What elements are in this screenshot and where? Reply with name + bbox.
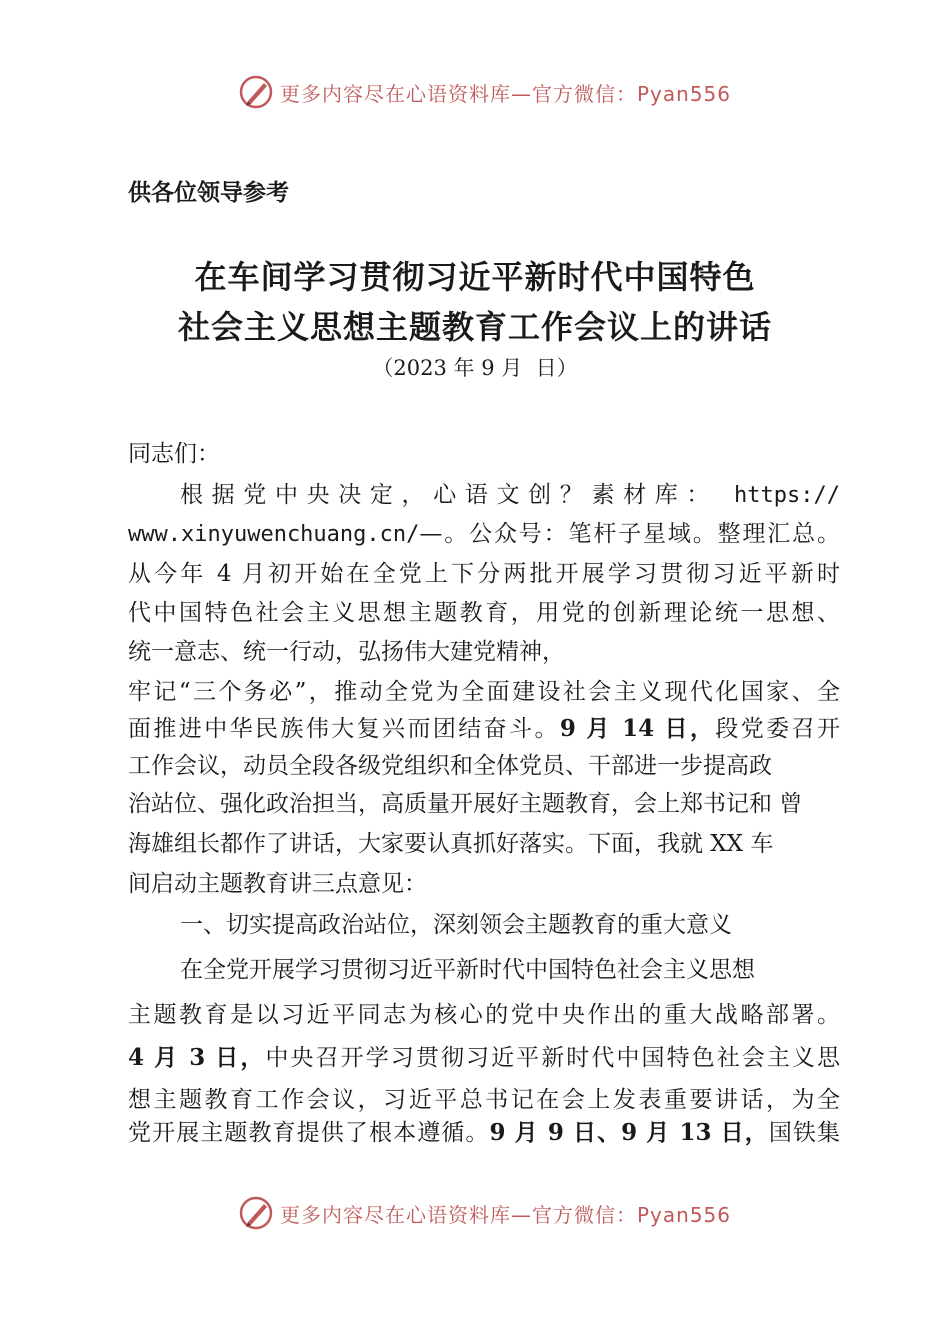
- url-link[interactable]: www.xinyuwenchuang.cn/: [128, 522, 420, 547]
- paragraph-line: [128, 1043, 840, 1073]
- paragraph-line: [128, 519, 840, 550]
- text-run: —。公众号：笔杆子星域。整理汇总。: [419, 521, 840, 547]
- speech-date: （2023 年 9 月 日）: [372, 356, 578, 380]
- title-line-2: 社会主义思想主题教育工作会议上的讲话: [177, 308, 772, 346]
- bold-date: 4 月 3 日，: [128, 1044, 266, 1071]
- paragraph-line: 想主题教育工作会议，习近平总书记在会上发表重要讲话，为全: [128, 1087, 840, 1113]
- reference-note: 供各位领导参考: [128, 179, 289, 206]
- paragraph-line: 间启动主题教育讲三点意见：: [128, 871, 427, 897]
- watermark-text: 更多内容尽在心语资料库—官方微信：Pyan556: [280, 81, 732, 106]
- paragraph-line: 牢记“三个务必”，推动全党为全面建设社会主义现代化国家、全: [128, 679, 840, 705]
- pen-logo-icon: [238, 1195, 274, 1231]
- paragraph-line: 主题教育是以习近平同志为核心的党中央作出的重大战略部署。: [128, 1002, 840, 1028]
- watermark-banner-bottom: [238, 1193, 731, 1233]
- url-link[interactable]: https://: [734, 483, 841, 508]
- text-run: 中央召开学习贯彻习近平新时代中国特色社会主义思: [265, 1045, 840, 1071]
- watermark-banner-top: [238, 72, 731, 112]
- paragraph-line: [128, 1118, 840, 1148]
- paragraph-line: 工作会议，动员全段各级党组织和全体党员、干部进一步提高政: [128, 753, 772, 779]
- bold-date: 9 月 14 日，: [559, 715, 716, 742]
- paragraph-line: 在全党开展学习贯彻习近平新时代中国特色社会主义思想: [180, 957, 755, 983]
- text-run: 段党委召开: [715, 716, 840, 742]
- text-run: 根据党中央决定，心语文创？素材库：: [180, 482, 719, 508]
- paragraph-line: [128, 714, 840, 744]
- paragraph-line: 统一意志、统一行动，弘扬伟大建党精神，: [128, 639, 565, 665]
- paragraph-line: [180, 480, 840, 511]
- paragraph-line: 从今年 4 月初开始在全党上下分两批开展学习贯彻习近平新时: [128, 561, 840, 587]
- text-run: 面推进中华民族伟大复兴而团结奋斗。: [128, 716, 560, 742]
- salutation: 同志们：: [128, 441, 220, 467]
- paragraph-line: 海雄组长都作了讲话，大家要认真抓好落实。下面，我就 XX 车: [128, 831, 774, 857]
- pen-logo-icon: [238, 74, 274, 110]
- paragraph-line: 治站位、强化政治担当，高质量开展好主题教育，会上郑书记和 曾: [128, 791, 803, 817]
- text-run: 国铁集: [768, 1120, 841, 1146]
- text-run: 党开展主题教育提供了根本遵循。: [128, 1120, 490, 1146]
- title-line-1: 在车间学习贯彻习近平新时代中国特色: [194, 258, 756, 296]
- paragraph-line: 代中国特色社会主义思想主题教育，用党的创新理论统一思想、: [128, 600, 840, 626]
- section-heading-1: 一、切实提高政治站位，深刻领会主题教育的重大意义: [180, 912, 732, 938]
- watermark-text: 更多内容尽在心语资料库—官方微信：Pyan556: [280, 1202, 732, 1227]
- bold-date: 9 月 9 日、9 月 13 日，: [489, 1119, 769, 1146]
